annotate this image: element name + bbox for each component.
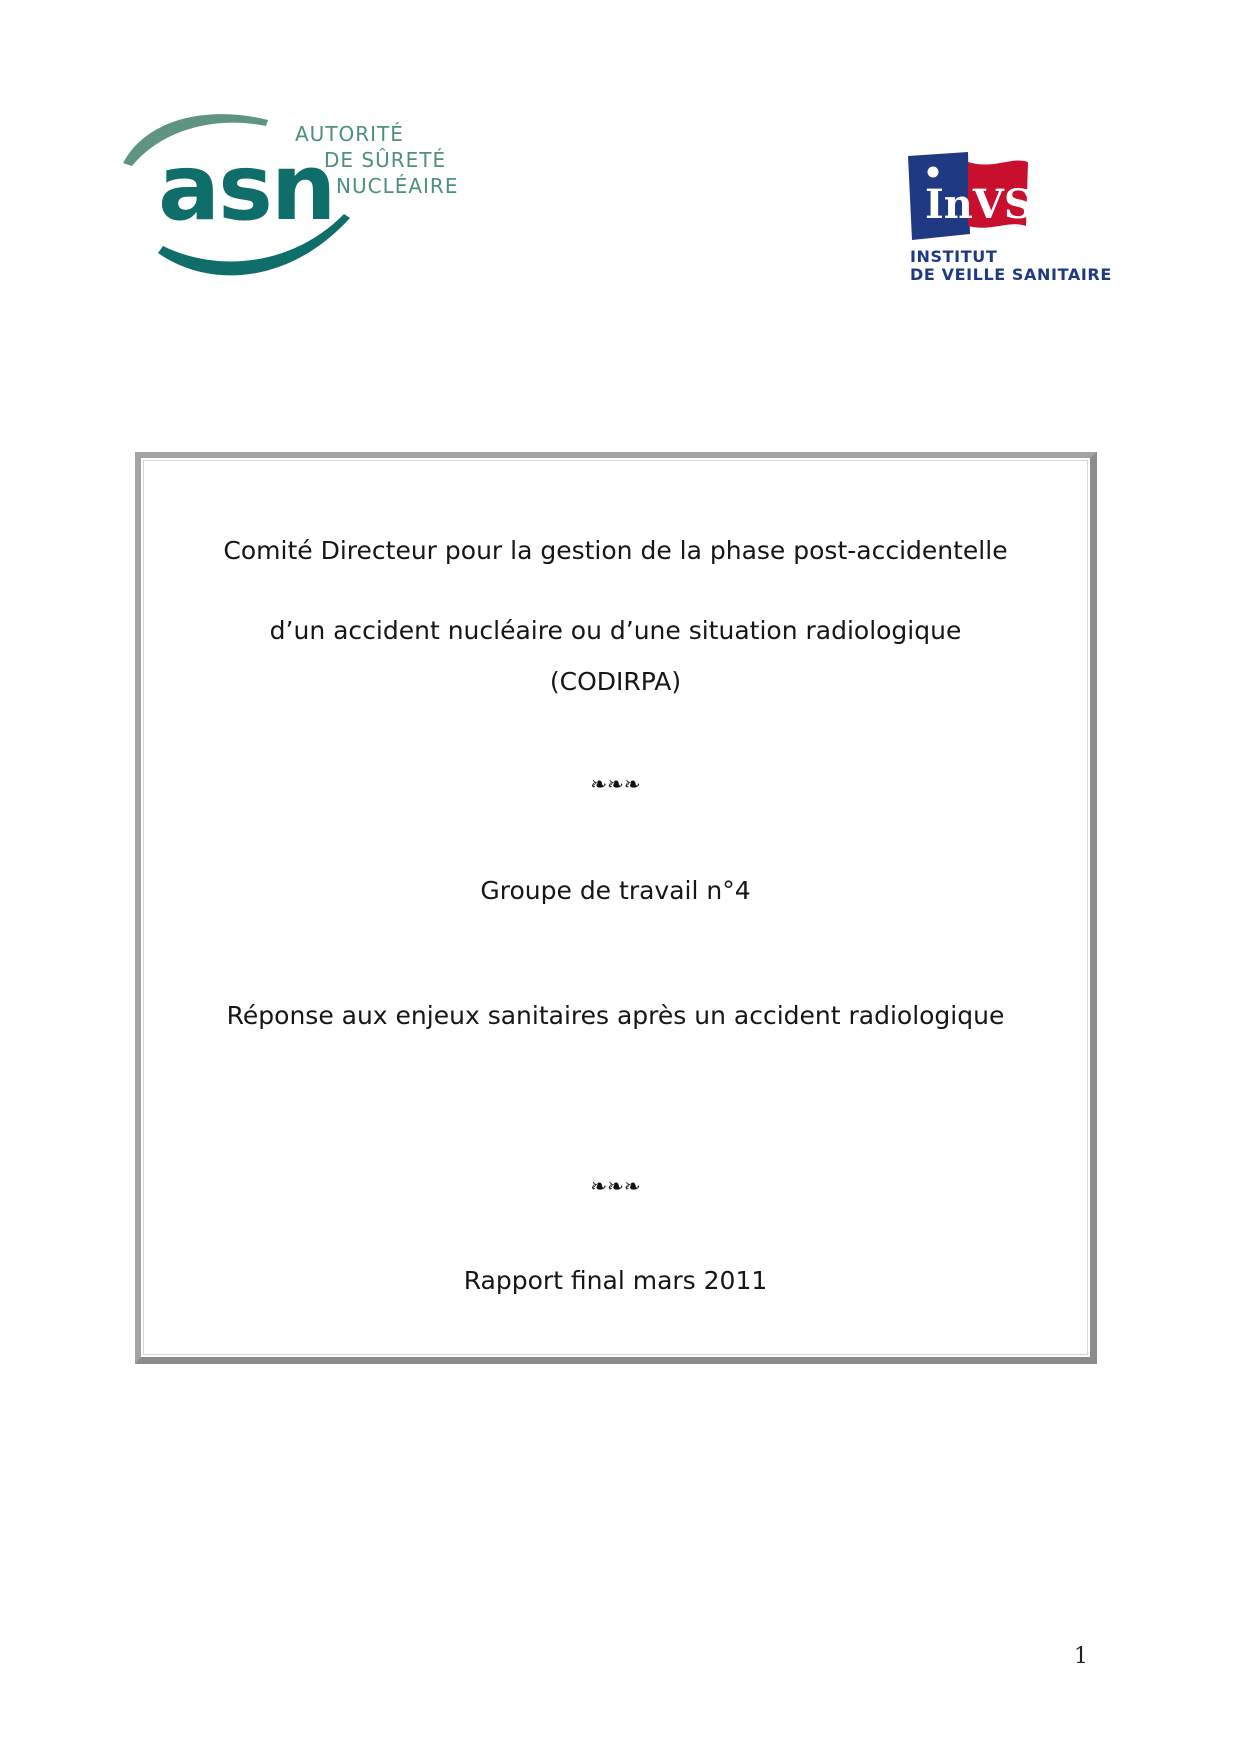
asn-tagline-line-2: DE SÛRETÉ [324, 148, 447, 172]
asn-tagline-line-3: NUCLÉAIRE [336, 174, 459, 198]
title-frame [135, 452, 1097, 1364]
asn-logo [118, 108, 458, 288]
title-line-acronym: (CODIRPA) [549, 667, 682, 696]
report-subject: Réponse aux enjeux sanitaires après un accident radiologique [226, 1001, 1005, 1030]
invs-subtitle-line-1: INSTITUT [910, 247, 998, 266]
title-line-committee: Comité Directeur pour la gestion de la phase post-accidentelle [223, 536, 1008, 565]
asn-wordmark: asn [158, 134, 335, 241]
page-number: 1 [1074, 1644, 1088, 1669]
invs-logo [904, 152, 1112, 292]
report-date: Rapport final mars 2011 [463, 1266, 768, 1295]
invs-subtitle-line-2: DE VEILLE SANITAIRE [910, 265, 1112, 284]
invs-wordmark: InVS [925, 181, 1033, 228]
working-group-label: Groupe de travail n°4 [480, 876, 751, 905]
title-line-accident: d’un accident nucléaire ou d’une situation radiologique [269, 616, 962, 645]
invs-flag-graphic [904, 152, 1104, 248]
ornament-divider-top: ❧❧❧ [590, 772, 641, 796]
ornament-divider-bottom: ❧❧❧ [590, 1174, 641, 1198]
asn-tagline-line-1: AUTORITÉ [295, 122, 404, 146]
